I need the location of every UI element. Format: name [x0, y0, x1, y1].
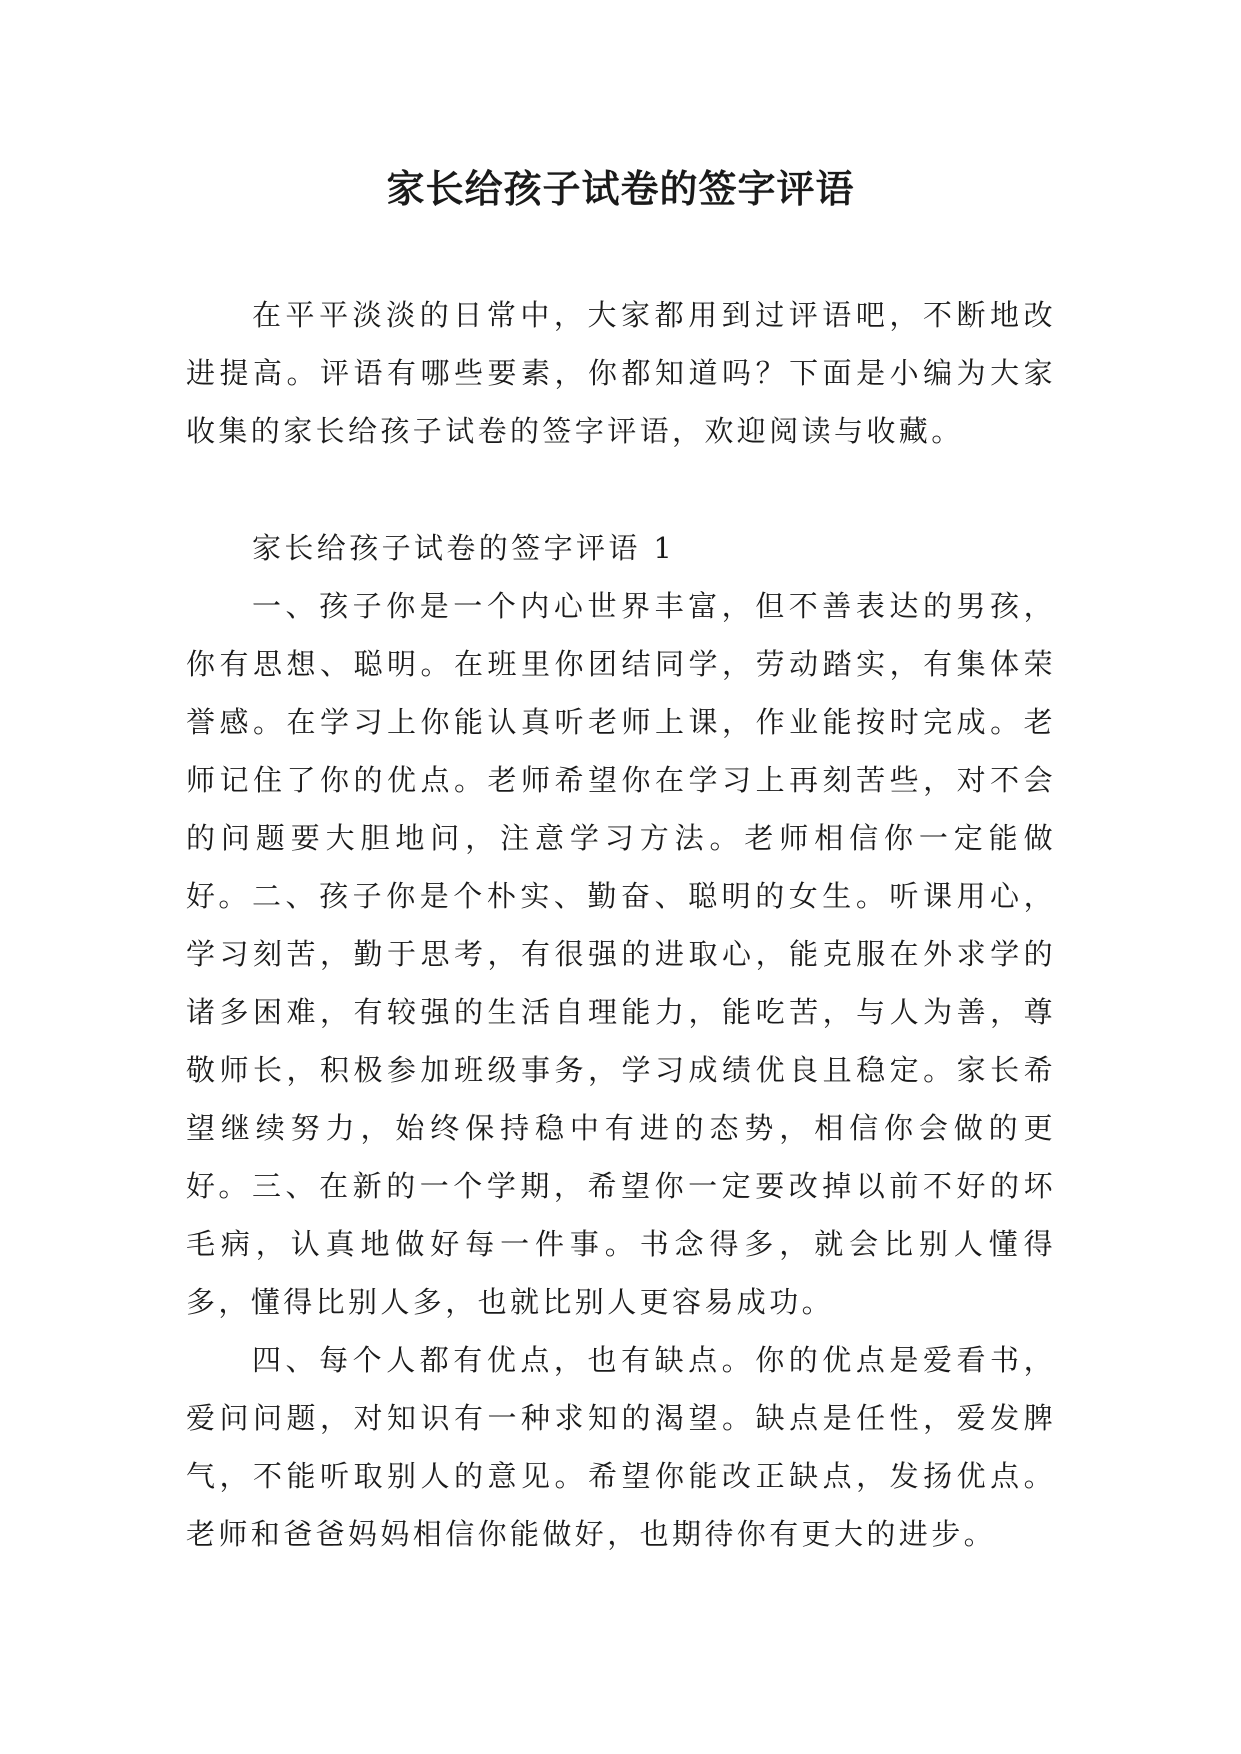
- document-title: 家长给孩子试卷的签字评语: [386, 166, 855, 211]
- comment-paragraph-3: 三、在新的一个学期，希望你一定要改掉以前不好的坏毛病，认真地做好每一件事。书念得多，就会比别人懂得多，懂得比别人多，也就比别人更容易成功。: [186, 1169, 1056, 1319]
- section-heading: 家长给孩子试卷的签字评语 1: [252, 531, 676, 565]
- comment-paragraph-1: 一、孩子你是一个内心世界丰富，但不善表达的男孩，你有思想、聪明。在班里你团结同学，劳动踏实，有集体荣誉感。在学习上你能认真听老师上课，作业能按时完成。老师记住了你的优点。老师希望你在学习上再刻苦些，对不会的问题要大胆地问，注意学习方法。老师相信你一定能做好。: [186, 589, 1056, 913]
- intro-paragraph: 在平平淡淡的日常中，大家都用到过评语吧，不断地改进提高。评语有哪些要素，你都知道吗？下面是小编为大家收集的家长给孩子试卷的签字评语，欢迎阅读与收藏。: [186, 298, 1056, 448]
- comment-paragraph-2: 二、孩子你是个朴实、勤奋、聪明的女生。听课用心，学习刻苦，勤于思考，有很强的进取心，能克服在外求学的诸多困难，有较强的生活自理能力，能吃苦，与人为善，尊敬师长，积极参加班级事务，学习成绩优良且稳定。家长希望继续努力，始终保持稳中有进的态势，相信你会做的更好。: [186, 879, 1056, 1203]
- comment-paragraph-4: 四、每个人都有优点，也有缺点。你的优点是爱看书，爱问问题，对知识有一种求知的渴望。缺点是任性，爱发脾气，不能听取别人的意见。希望你能改正缺点，发扬优点。老师和爸爸妈妈相信你能做好，也期待你有更大的进步。: [186, 1343, 1056, 1551]
